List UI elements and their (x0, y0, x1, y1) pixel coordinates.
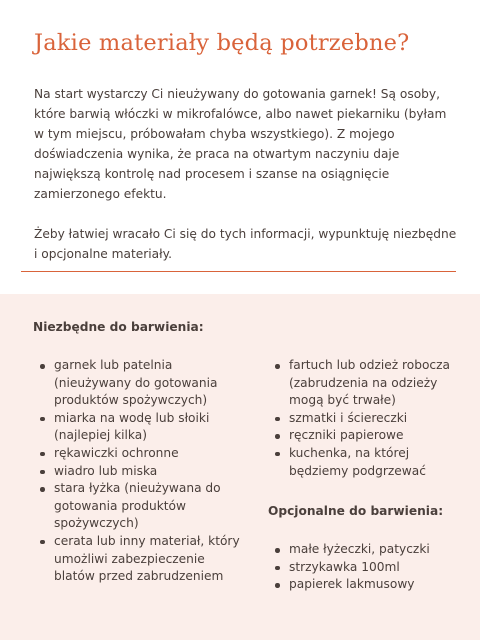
list-item: małe łyżeczki, patyczki (272, 541, 462, 559)
materials-panel (0, 294, 480, 640)
intro-section (0, 0, 480, 294)
intro-text (34, 84, 459, 284)
list-item: kuchenka, na której będziemy podgrzewać (272, 445, 462, 480)
list-item: cerata lub inny materiał, który umożliwi zabezpieczenie blatów przed zabrudzeniem (37, 533, 242, 586)
list-item: rękawiczki ochronne (37, 445, 242, 463)
page-title: Jakie materiały będą potrzebne? (34, 30, 410, 56)
list-item: ręczniki papierowe (272, 427, 462, 445)
list-item: wiadro lub miska (37, 463, 242, 481)
optional-list (272, 541, 462, 594)
list-item: garnek lub patelnia (nieużywany do gotowania produktów spożywczych) (37, 357, 242, 410)
list-item: fartuch lub odzież robocza (zabrudzenia na odzieży mogą być trwałe) (272, 357, 462, 410)
list-item: stara łyżka (nieużywana do gotowania produktów spożywczych) (37, 480, 242, 533)
list-item: szmatki i ściereczki (272, 410, 462, 428)
required-heading: Niezbędne do barwienia: (33, 320, 204, 334)
list-item: miarka na wodę lub słoiki (najlepiej kilka) (37, 410, 242, 445)
required-list-left (37, 357, 242, 586)
required-list-right (272, 357, 462, 480)
intro-paragraph-1: Na start wystarczy Ci nieużywany do gotowania garnek! Są osoby, które barwią włóczki w mikrofalówce, albo nawet piekarniku (byłam w tym miejscu, próbowałam chyba wszystkiego). Z mojego doświadczenia wynika, że praca na otwartym naczyniu daje największą kontrolę nad procesem i szanse na osiągnięcie zamierzonego efektu. (34, 87, 447, 201)
intro-paragraph-2: Żeby łatwiej wracało Ci się do tych informacji, wypunktuję niezbędne i opcjonalne materiały. (34, 227, 457, 261)
optional-heading: Opcjonalne do barwienia: (268, 504, 444, 518)
list-item: strzykawka 100ml (272, 559, 462, 577)
list-item: papierek lakmusowy (272, 576, 462, 594)
section-divider (21, 271, 456, 272)
